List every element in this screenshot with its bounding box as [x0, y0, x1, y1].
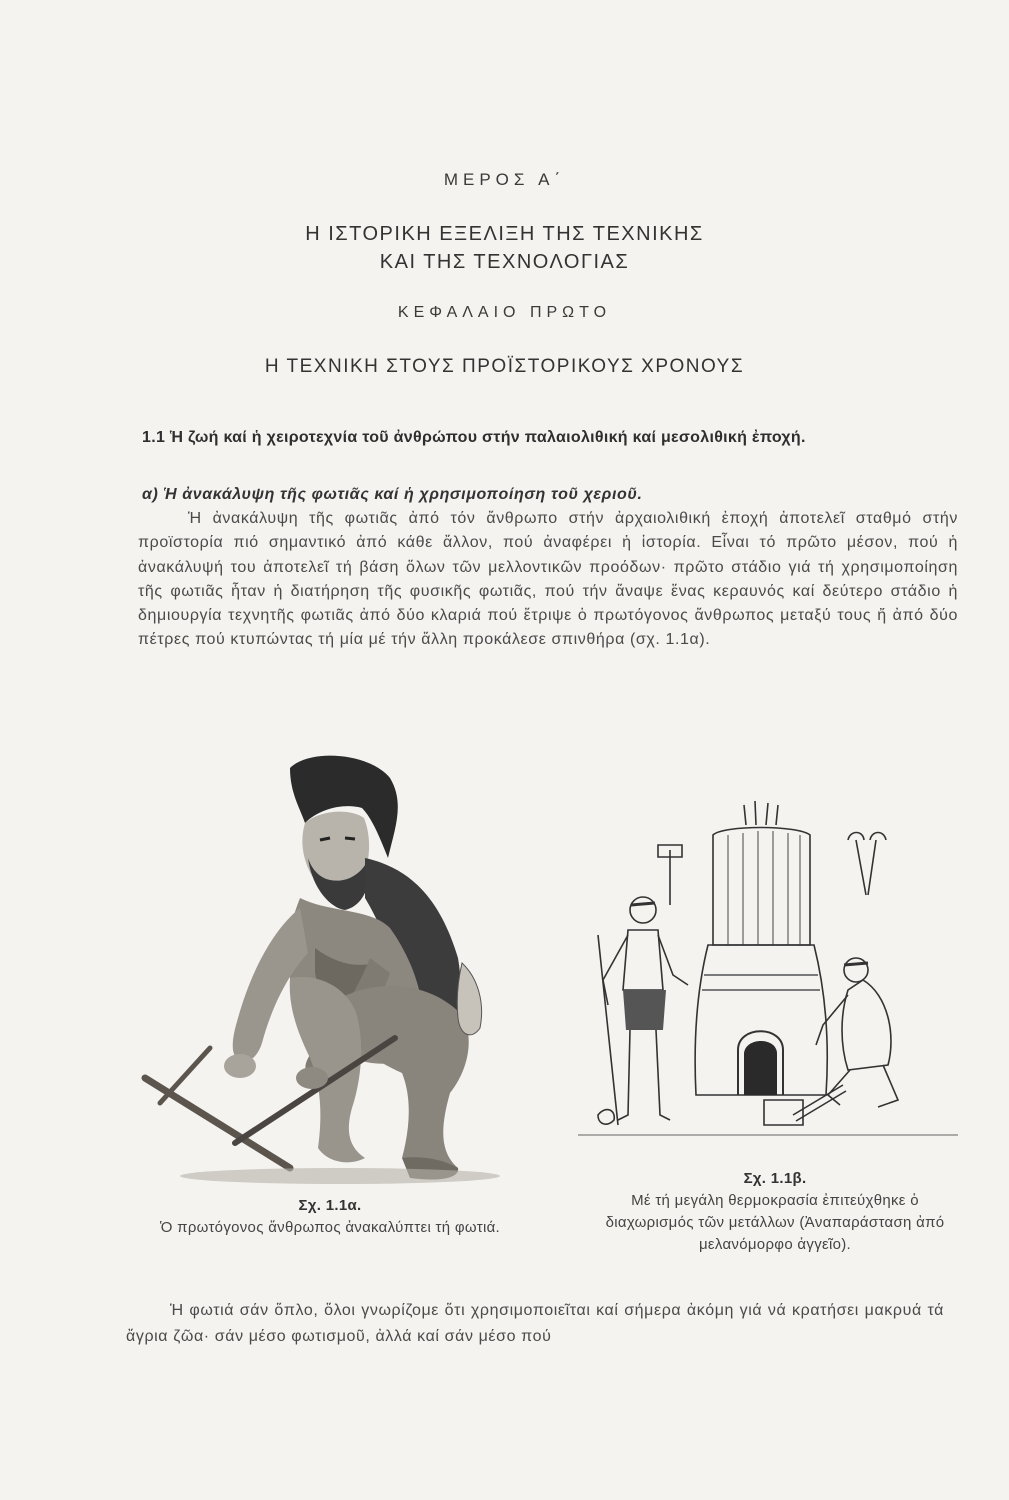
- figure-1-1a-number: Σχ. 1.1α.: [298, 1197, 362, 1214]
- figure-1-1a-caption: [160, 1195, 500, 1239]
- subsection-heading: α) Ἡ ἀνακάλυψη τῆς φωτιᾶς καί ἡ χρησιμοποίηση τοῦ χεριοῦ.: [142, 486, 643, 503]
- section-heading: 1.1 Ἡ ζωή καί ἡ χειροτεχνία τοῦ ἀνθρώπου στήν παλαιολιθική καί μεσολιθική ἐποχή.: [142, 429, 806, 446]
- figure-1-1b-text: Μέ τή μεγάλη θερμοκρασία ἐπιτεύχθηκε ὁ διαχωρισμός τῶν μετάλλων (Ἀναπαράσταση ἀπό μελανόμορφο ἀγγεῖο).: [605, 1192, 945, 1253]
- main-title-line-2: ΚΑΙ ΤΗΣ ΤΕΧΝΟΛΟΓΙΑΣ: [379, 251, 630, 273]
- body-paragraph-2: Ἡ φωτιά σάν ὅπλο, ὅλοι γνωρίζομε ὅτι χρησιμοποιεῖται καί σήμερα ἀκόμη γιά νά κρατήσει μακρυά τά ἄγρια ζῶα· σάν μέσο φωτισμοῦ, ἀλλά καί σάν μέσο πού: [126, 1302, 944, 1345]
- primitive-man-illustration: [140, 748, 530, 1188]
- main-title: [0, 220, 1009, 276]
- figure-1-1b-number: Σχ. 1.1β.: [743, 1170, 807, 1187]
- chapter-title: Η ΤΕΧΝΙΚΗ ΣΤΟΥΣ ΠΡΟΪΣΤΟΡΙΚΟΥΣ ΧΡΟΝΟΥΣ: [264, 356, 745, 377]
- furnace-metallurgy-illustration: [578, 795, 958, 1160]
- figure-1-1b-caption: [585, 1168, 965, 1256]
- body-paragraph-1: Ἡ ἀνακάλυψη τῆς φωτιᾶς ἀπό τόν ἄνθρωπο στήν ἀρχαιολιθική ἐποχή ἀποτελεῖ σταθμό στήν προϊστορία πιό σημαντικό ἀπό κάθε ἄλλον, πού ἀναφέρει ἡ ἱστορία. Εἶναι τό πρῶτο μέσον, πού ἡ ἀνακάλυψή του ἀποτελεῖ τή βάση ὅλων τῶν μελλοντικῶν προόδων· πρῶτο στάδιο γιά τή χρησιμοποίηση τῆς φωτιᾶς ἦταν ἡ διατήρηση τῆς φυσικῆς φωτιᾶς, πού τήν ἄναψε ἕνας κεραυνός καί δεύτερο στάδιο ἡ δημιουργία τεχνητῆς φωτιᾶς ἀπό δύο κλαριά πού ἔτριψε ὁ πρωτόγονος ἄνθρωπος μεταξύ τους ἤ ἀπό δύο πέτρες πού κτυπώντας τή μία μέ τήν ἄλλη προκάλεσε σπινθήρα (σχ. 1.1α).: [138, 510, 958, 649]
- chapter-label: ΚΕΦΑΛΑΙΟ ΠΡΩΤΟ: [397, 304, 612, 321]
- part-label: ΜΕΡΟΣ Α΄: [443, 170, 566, 189]
- figure-1-1a-text: Ὁ πρωτόγονος ἄνθρωπος ἀνακαλύπτει τή φωτιά.: [160, 1219, 501, 1236]
- main-title-line-1: Η ΙΣΤΟΡΙΚΗ ΕΞΕΛΙΞΗ ΤΗΣ ΤΕΧΝΙΚΗΣ: [305, 223, 704, 245]
